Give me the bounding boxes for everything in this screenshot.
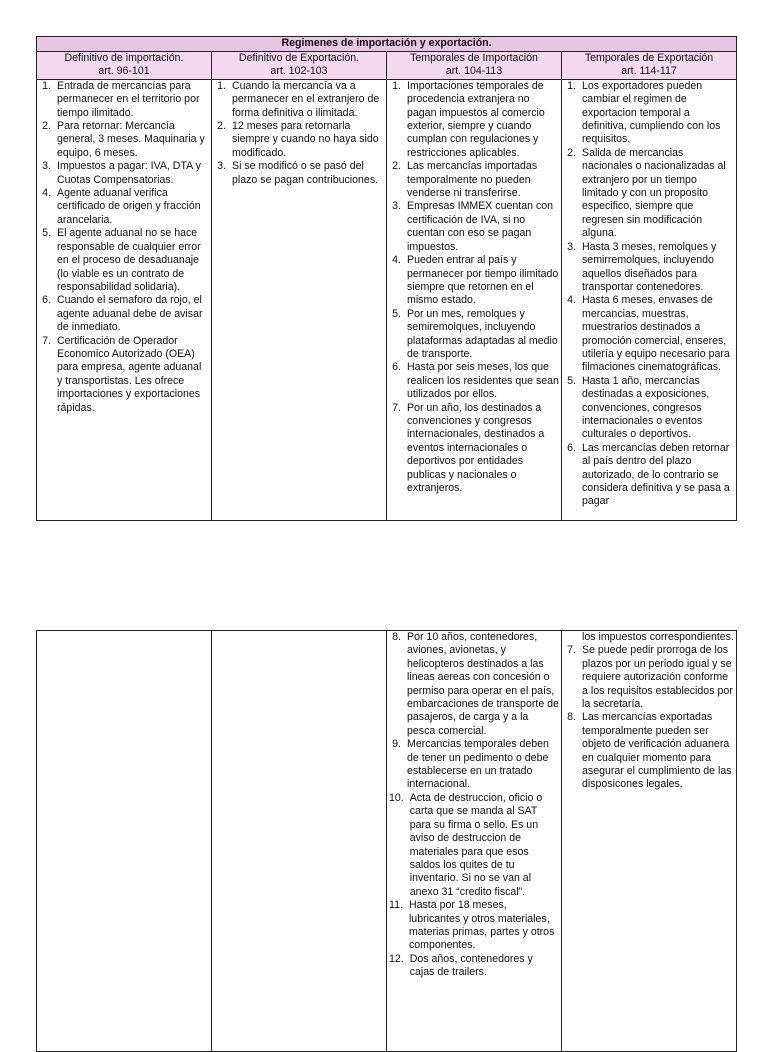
item-number: 3. bbox=[42, 160, 51, 173]
list-item bbox=[389, 738, 559, 792]
temporary-import-list bbox=[389, 80, 559, 496]
item-number: 4. bbox=[567, 294, 576, 307]
item-text: Las mercancías deben retornar al país dentro del plazo autorizado, de lo contrario se considera definitiva y se pasa a pagar bbox=[582, 441, 730, 508]
list-item bbox=[389, 631, 559, 738]
list-item bbox=[389, 160, 559, 200]
temporary-import-cell bbox=[387, 79, 562, 520]
item-text: Salida de mercancias nacionales o nacionalizadas al extranjero por un tiempo limitado y con un proposito especifico, siempre que regresen sin modificación alguna. bbox=[582, 146, 726, 240]
list-item bbox=[389, 899, 559, 953]
item-text: Certificación de Operador Economico Autorizado (OEA) para empresa, agente aduanal y transportistas. Les ofrece importaciones y exportaciones rápidas. bbox=[57, 334, 202, 414]
item-text: Para retornar: Mercancía general, 3 meses. Maquinaria y equipo, 6 meses. bbox=[57, 120, 205, 159]
item-text: Cuando el semaforo da rojo, el agente aduanal debe de avisar de inmediato. bbox=[57, 294, 203, 334]
definitive-import-cell-continued bbox=[37, 631, 212, 1052]
item-text: Mercancias temporales deben de tener un pedimento o debe establecerse en un tratado internacional. bbox=[407, 738, 549, 791]
item-number: 8. bbox=[567, 711, 576, 724]
item-number: 1. bbox=[567, 79, 576, 92]
item-number: 2. bbox=[567, 146, 576, 159]
item-number: 6. bbox=[567, 441, 576, 454]
item-number: 2. bbox=[42, 120, 51, 133]
list-item bbox=[214, 120, 384, 160]
item-number: 5. bbox=[392, 307, 401, 320]
column-article: art. 96-101 bbox=[98, 65, 150, 78]
item-number: 9. bbox=[392, 738, 401, 751]
list-item bbox=[389, 792, 559, 899]
item-number: 7. bbox=[567, 644, 576, 657]
item-text: Pueden entrar al país y permanecer por tiempo ilimitado siempre que retornen en el mismo estado. bbox=[407, 254, 559, 307]
item-number: 8. bbox=[392, 631, 401, 643]
item-text: Dos años, contenedores y cajas de trailers. bbox=[409, 952, 533, 979]
definitive-import-cell bbox=[37, 79, 212, 520]
item-text: Se puede pedir prorroga de los plazos por un periodo igual y se requiere autorización conforme a los requisitos establecidos por la secretaría. bbox=[582, 644, 733, 711]
item-number: 4. bbox=[42, 187, 51, 200]
temporary-import-cell-continued bbox=[387, 631, 562, 1052]
item-number: 3. bbox=[567, 240, 576, 253]
continuation-text: los impuestos correspondientes. bbox=[582, 631, 734, 643]
item-number: 2. bbox=[392, 160, 401, 173]
list-item bbox=[564, 711, 734, 791]
item-text: Si se modificó o se pasó del plazo se pagan contribuciones. bbox=[232, 160, 379, 186]
column-name: Temporales de Importación bbox=[410, 52, 538, 64]
item-text: Impuestos a pagar: IVA, DTA y Cuotas Compensatorias. bbox=[57, 160, 201, 186]
item-number: 6. bbox=[392, 361, 401, 374]
item-text: El agente aduanal no se hace responsable de cualquier error en el proceso de desaduanaje (lo viable es un contrato de responsabilidad solidaria). bbox=[57, 227, 201, 293]
item-text: Las mercancías exportadas temporalmente pueden ser objeto de verificación aduanera en cualquier momento para asegurar el cumplimiento de las disposicones legales. bbox=[582, 711, 732, 791]
item-number: 1. bbox=[217, 79, 226, 92]
list-item bbox=[564, 375, 734, 442]
list-item bbox=[39, 187, 209, 227]
column-header-temporary-import bbox=[387, 52, 562, 80]
item-text: 12 meses para retornarla siempre y cuando no haya sido modificado. bbox=[232, 120, 379, 159]
list-item bbox=[564, 294, 734, 374]
item-number: 1. bbox=[392, 79, 401, 92]
column-header-definitive-import bbox=[37, 52, 212, 80]
item-text: Las mercancías importadas temporalmente no pueden venderse ni transferirse. bbox=[407, 160, 538, 200]
item-text: Importaciones temporales de procedencia extranjera no pagan impuestos al comercio exterior, siempre y cuando cumplan con regulaciones y restricciones aplicables. bbox=[407, 79, 545, 159]
temporary-export-cell bbox=[562, 79, 737, 520]
column-article: art. 114-117 bbox=[621, 65, 677, 78]
definitive-import-list bbox=[39, 80, 209, 415]
item-number: 2. bbox=[217, 120, 226, 133]
column-article: art. 102-103 bbox=[270, 65, 328, 78]
regimes-table-continued bbox=[36, 630, 737, 1052]
regimes-table bbox=[36, 36, 737, 521]
item-text: Hasta por seis meses, los que realicen los residentes que sean utilizados por ellos. bbox=[407, 361, 559, 401]
list-item bbox=[39, 227, 209, 294]
item-number: 7. bbox=[42, 334, 51, 347]
item-number: 3. bbox=[217, 160, 226, 173]
item-number: 7. bbox=[392, 401, 401, 414]
item-number: 12. bbox=[389, 952, 404, 965]
item-text: Empresas IMMEX cuentan con certificación de IVA, si no cuentan con eso se pagan impuestos. bbox=[407, 200, 554, 253]
item-number: 1. bbox=[42, 79, 51, 92]
item-text: Hasta por 18 meses, lubricantes y otros materiales, materias primas, partes y otros componentes. bbox=[408, 899, 555, 952]
item-text: Por 10 años, contenedores, aviones, avionetas, y helicopteros destinados a las lineas aereas con concesión o permiso para operar en el país, embarcaciones de transporte de pasajeros, de carga y a la pesca comercial. bbox=[407, 631, 559, 737]
column-header-definitive-export bbox=[212, 52, 387, 80]
item-text: Acta de destruccion, oficio o carta que se manda al SAT para su firma o sello. Es un aviso de destruccion de materiales para que esos saldos los quites de tu inventario. Si no se van al anexo 31 “credito fiscal”. bbox=[409, 791, 543, 898]
item-number: 6. bbox=[42, 294, 51, 307]
item-number: 11. bbox=[389, 899, 403, 912]
item-text: Los exportadores pueden cambiar el regimen de exportacion temporal a definitiva, cumpliendo con los requisitos. bbox=[582, 79, 721, 146]
list-item bbox=[389, 254, 559, 308]
list-item bbox=[389, 361, 559, 401]
temporary-export-cell-continued bbox=[562, 631, 737, 1052]
list-item bbox=[564, 644, 734, 711]
list-item bbox=[389, 200, 559, 254]
item-text: Cuando la mercancía va a permanecer en el extranjero de forma definitiva o ilimitada. bbox=[232, 79, 380, 119]
table-title: Regimenes de importación y exportación. bbox=[37, 37, 737, 52]
list-item bbox=[214, 160, 384, 187]
definitive-export-cell-continued bbox=[212, 631, 387, 1052]
list-item bbox=[214, 80, 384, 120]
item-text: Por un año, los destinados a convenciones y congresos internacionales, destinados a eventos internacionales o deportivos por entidades publicas y nacionales o extranjeros. bbox=[407, 401, 545, 494]
list-item bbox=[389, 308, 559, 362]
item-number: 10. bbox=[389, 791, 404, 804]
temporary-export-list bbox=[564, 80, 734, 509]
list-item bbox=[39, 335, 209, 415]
column-name: Temporales de Exportación bbox=[584, 52, 714, 64]
item-text: Hasta 6 meses, envases de mercancias, muestras, muestrarios destinados a promoción comercial, enseres, utilería y equipo necesario para filmaciones cinematográficas. bbox=[582, 294, 730, 374]
list-item bbox=[564, 80, 734, 147]
item-number: 5. bbox=[42, 227, 51, 240]
list-item bbox=[39, 120, 209, 160]
definitive-export-cell bbox=[212, 79, 387, 520]
definitive-export-list bbox=[214, 80, 384, 187]
list-item bbox=[564, 241, 734, 295]
item-text: Por un mes, remolques y semiremolques, incluyendo plataformas adaptadas al medio de transporte. bbox=[407, 307, 558, 360]
list-item bbox=[389, 953, 559, 980]
item-number: 5. bbox=[567, 374, 576, 387]
temporary-import-list-continued bbox=[389, 631, 559, 980]
item-text: Entrada de mercancías para permanecer en el territorio por tiempo ilimitado. bbox=[57, 79, 200, 119]
temporary-export-list-continued bbox=[564, 644, 734, 791]
list-item bbox=[389, 402, 559, 496]
column-article: art. 104-113 bbox=[445, 65, 503, 78]
column-header-temporary-export bbox=[562, 52, 737, 80]
item-text: Hasta 3 meses, remolques y semirremolques, incluyendo aquellos diseñados para transportar contenedores. bbox=[582, 240, 717, 293]
list-item bbox=[39, 80, 209, 120]
column-name: Definitivo de importación. bbox=[64, 52, 184, 64]
item-text: Hasta 1 año, mercancías destinadas a exposiciones, convenciones, congresos internacionales o eventos culturales o deportivos. bbox=[582, 374, 710, 441]
list-item bbox=[389, 80, 559, 160]
column-name: Definitivo de Exportación. bbox=[238, 52, 360, 64]
list-item bbox=[564, 442, 734, 509]
item-number: 4. bbox=[392, 254, 401, 267]
list-item bbox=[564, 147, 734, 241]
list-item bbox=[39, 294, 209, 334]
list-item bbox=[39, 160, 209, 187]
item-text: Agente aduanal verifica certificado de origen y fracción arancelaria. bbox=[57, 187, 201, 226]
item-number: 3. bbox=[392, 200, 401, 213]
